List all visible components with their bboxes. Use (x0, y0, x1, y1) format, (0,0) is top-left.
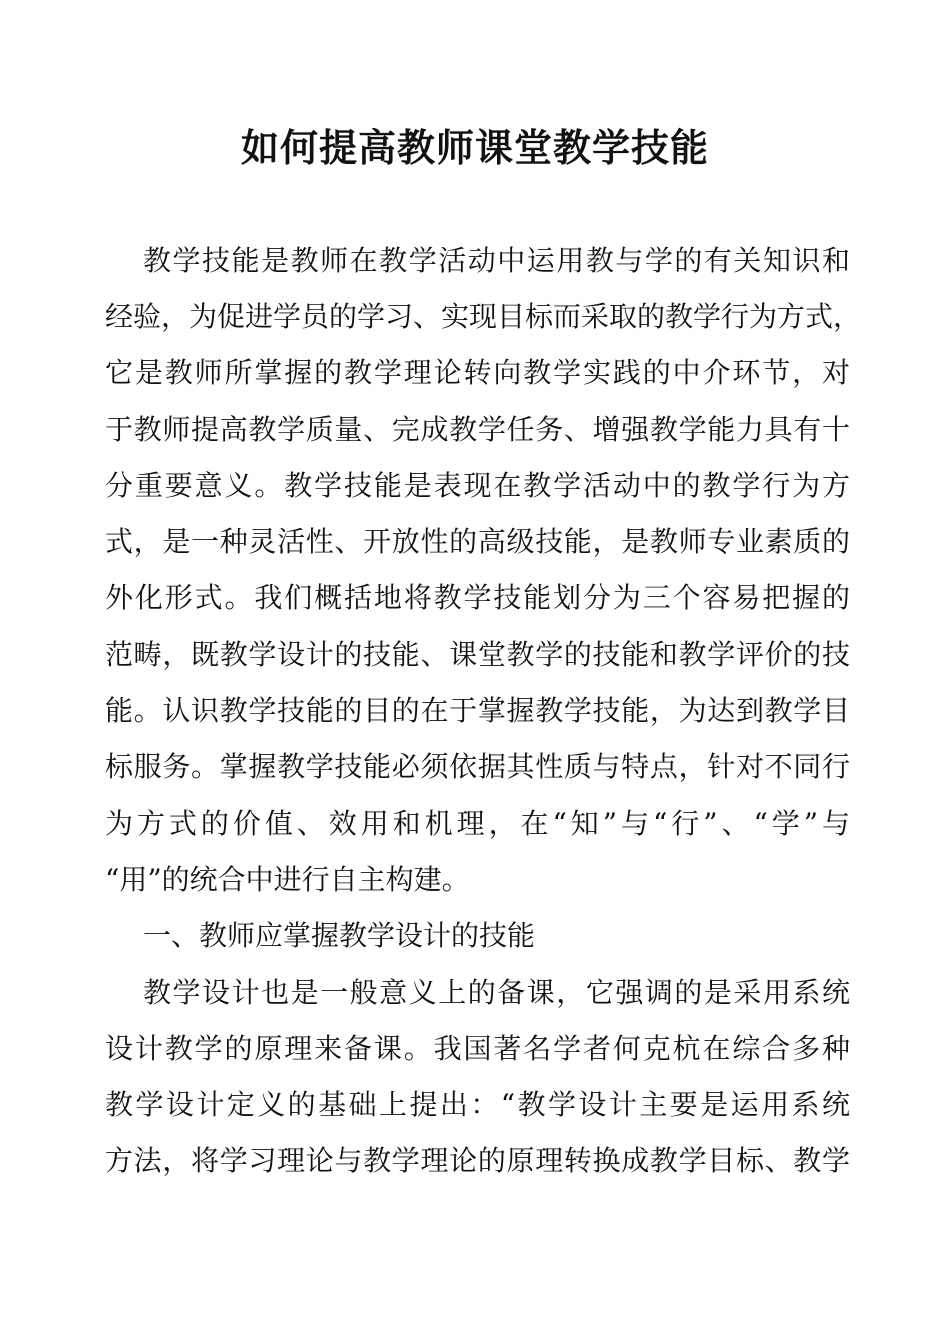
paragraph-line: 标服务。掌握教学技能必须依据其性质与特点，针对不同行 (105, 750, 850, 783)
paragraph-line: 能。认识教学技能的目的在于掌握教学技能，为达到教学目 (105, 694, 850, 727)
paragraph-line: “用”的统合中进行自主构建。 (105, 863, 470, 896)
document-title: 如何提高教师课堂教学技能 (240, 125, 709, 170)
paragraph-line: 设计教学的原理来备课。我国著名学者何克杭在综合多种 (105, 1032, 850, 1065)
paragraph-line: 于教师提高教学质量、完成教学任务、增强教学能力具有十 (105, 413, 850, 446)
paragraph-line: 它是教师所掌握的教学理论转向教学实践的中介环节，对 (105, 356, 850, 389)
paragraph-line: 范畴，既教学设计的技能、课堂教学的技能和教学评价的技 (105, 638, 850, 671)
paragraph-line: 教学设计也是一般意义上的备课，它强调的是采用系统 (143, 976, 850, 1009)
paragraph-line: 分重要意义。教学技能是表现在教学活动中的教学行为方 (105, 469, 850, 502)
paragraph-line: 外化形式。我们概括地将教学技能划分为三个容易把握的 (105, 581, 850, 614)
paragraph-line: 经验，为促进学员的学习、实现目标而采取的教学行为方式， (105, 300, 862, 333)
paragraph-line: 方法，将学习理论与教学理论的原理转换成教学目标、教学 (105, 1144, 850, 1177)
paragraph-line: 为方式的价值、效用和机理，在“知”与“行”、“学”与 (105, 807, 850, 840)
section-heading: 一、教师应掌握教学设计的技能 (143, 919, 536, 952)
paragraph-line: 教学技能是教师在教学活动中运用教与学的有关知识和 (143, 244, 850, 277)
paragraph-line: 教学设计定义的基础上提出：“教学设计主要是运用系统 (105, 1088, 850, 1121)
paragraph-line: 式，是一种灵活性、开放性的高级技能，是教师专业素质的 (105, 525, 850, 558)
